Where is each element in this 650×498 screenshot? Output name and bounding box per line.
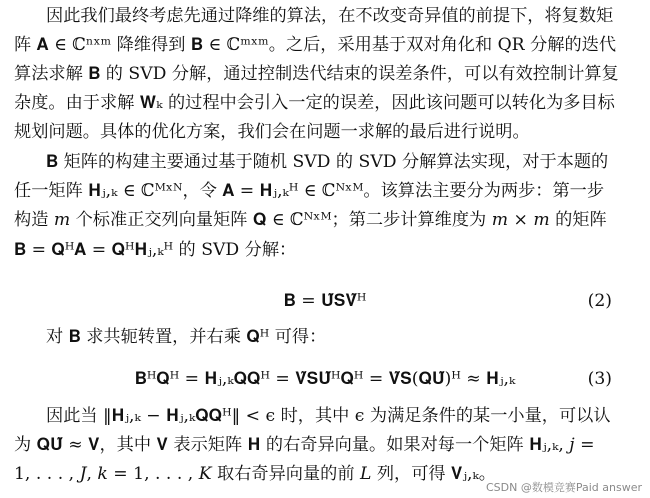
paragraph-1-line-2: 阵 𝐀 ∈ ℂⁿˣᵐ 降维得到 𝐁 ∈ ℂᵐˣᵐ。之后，采用基于双对角化和 QR 分解的迭代: [14, 35, 617, 55]
paragraph-2-line-1: 𝐁 矩阵的构建主要通过基于随机 SVD 的 SVD 分解算法实现，对于本题的: [46, 152, 609, 172]
paragraph-2-line-3: 构造 𝑚 个标准正交列向量矩阵 𝐐 ∈ ℂᴺˣᴹ；第二步计算维度为 𝑚 × 𝑚 的矩阵: [14, 210, 607, 230]
paragraph-1-line-3: 算法求解 𝐁 的 SVD 分解，通过控制迭代结束的误差条件，可以有效控制计算复: [14, 64, 619, 84]
paragraph-1-line-5: 规划问题。具体的优化方案，我们会在问题一求解的最后进行说明。: [14, 122, 530, 142]
paragraph-4-line-3: 1, . . . , 𝐽, 𝑘 = 1, . . . , 𝐾 取右奇异向量的前 𝐿 列，可得 𝐕ⱼ,ₖ。: [14, 464, 496, 484]
equation-3-body: 𝐁ᴴ𝐐ᴴ = 𝐇ⱼ,ₖ𝐐𝐐ᴴ = 𝐕̃𝐒𝐔̃ᴴ𝐐ᴴ = 𝐕̃𝐒(𝐐𝐔̃)ᴴ ≈ 𝐇ⱼ,ₖ: [134, 369, 516, 389]
equation-3-number: (3): [587, 369, 612, 389]
paragraph-2-line-4: 𝐁 = 𝐐ᴴ𝐀 = 𝐐ᴴ𝐇ⱼ,ₖᴴ 的 SVD 分解：: [14, 240, 297, 260]
paragraph-4-line-1: 因此当 ‖𝐇ⱼ,ₖ − 𝐇ⱼ,ₖ𝐐𝐐ᴴ‖ < ϵ 时，其中 ϵ 为满足条件的某一小量，可以认: [46, 406, 611, 426]
equation-2-number: (2): [587, 291, 612, 311]
equation-2-body: 𝐁 = 𝐔̃𝐒𝐕̃ᴴ: [283, 291, 367, 311]
paragraph-3-line-1: 对 𝐁 求共轭转置，并右乘 𝐐ᴴ 可得：: [46, 327, 327, 347]
paragraph-1-line-4: 杂度。由于求解 𝐖ₖ 的过程中会引入一定的误差，因此该问题可以转化为多目标: [14, 93, 615, 113]
paragraph-2-line-2: 任一矩阵 𝐇ⱼ,ₖ ∈ ℂᴹˣᴺ，令 𝐀 = 𝐇ⱼ,ₖᴴ ∈ ℂᴺˣᴹ。该算法主要分为两步：第一步: [14, 181, 605, 201]
paragraph-4-line-2: 为 𝐐𝐔̃ ≈ 𝐕，其中 𝐕 表示矩阵 𝐇 的右奇异向量。如果对每一个矩阵 𝐇ⱼ,ₖ, 𝑗 =: [14, 435, 595, 455]
csdn-watermark: CSDN @数模竞赛Paid answer: [485, 481, 642, 494]
paragraph-1-line-1: 因此我们最终考虑先通过降维的算法，在不改变奇异值的前提下，将复数矩: [46, 6, 614, 26]
